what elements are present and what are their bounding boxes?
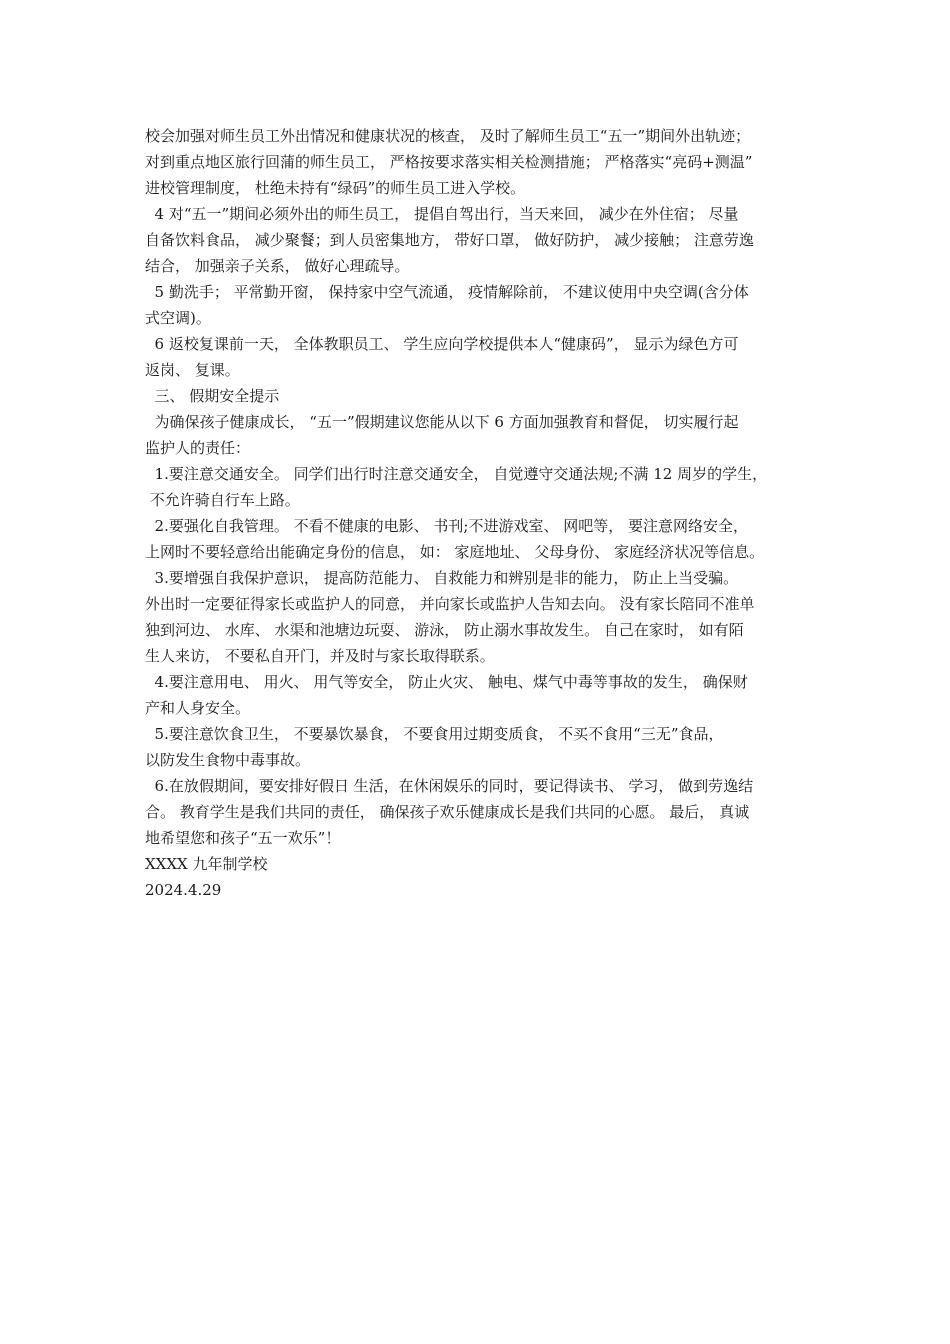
text-line: 合。 教育学生是我们共同的责任， 确保孩子欢乐健康成长是我们共同的心愿。 最后， 真诚 [145, 803, 750, 821]
text-line: 上网时不要轻意给出能确定身份的信息， 如： 家庭地址、 父母身份、 家庭经济状况等信息。 [145, 543, 765, 561]
text-line: 4 对“五一”期间必须外出的师生员工， 提倡自驾出行，当天来回， 减少在外住宿； 尽量 [145, 205, 739, 223]
text-line: 6.在放假期间，要安排好假日 生活，在休闲娱乐的同时，要记得读书、 学习， 做到劳逸结 [145, 777, 754, 795]
text-line: 5.要注意饮食卫生， 不要暴饮暴食， 不要食用过期变质食， 不买不食用“三无”食品， [145, 725, 724, 743]
text-line: 4.要注意用电、 用火、 用气等安全， 防止火灾、 触电、煤气中毒等事故的发生， 确保财 [145, 673, 748, 691]
signature-school: XXXX 九年制学校 [145, 855, 268, 873]
text-line: 生人来访， 不要私自开门，并及时与家长取得联系。 [145, 647, 495, 665]
text-line: 1.要注意交通安全。 同学们出行时注意交通安全， 自觉遵守交通法规;不满 12 周岁的学生， [145, 465, 768, 483]
text-line: 自备饮料食品， 减少聚餐；到人员密集地方， 带好口罩， 做好防护， 减少接触； 注意劳逸 [145, 231, 754, 249]
text-line: 独到河边、 水库、 水渠和池塘边玩耍、 游泳， 防止溺水事故发生。 自己在家时， 如有陌 [145, 621, 744, 639]
text-line: 监护人的责任： [145, 439, 251, 457]
text-line: 结合， 加强亲子关系， 做好心理疏导。 [145, 257, 410, 275]
text-line: 3.要增强自我保护意识， 提高防范能力、 自救能力和辨别是非的能力， 防止上当受骗。 [145, 569, 739, 587]
text-line: 式空调)。 [145, 309, 211, 327]
signature-date: 2024.4.29 [145, 881, 222, 899]
text-line: 地希望您和孩子“五一欢乐”！ [145, 829, 341, 847]
text-line: 6 返校复课前一天， 全体教职员工、 学生应向学校提供本人“健康码”， 显示为绿色方可 [145, 335, 739, 353]
text-line: 为确保孩子健康成长， “五一”假期建议您能从以下 6 方面加强教育和督促， 切实履行起 [145, 413, 739, 431]
text-line: 产和人身安全。 [145, 699, 251, 717]
text-line: 不允许骑自行车上路。 [145, 491, 300, 509]
text-line: 外出时一定要征得家长或监护人的同意， 并向家长或监护人告知去向。 没有家长陪同不准单 [145, 595, 755, 613]
text-line: 返岗、 复课。 [145, 361, 240, 379]
text-line: 以防发生食物中毒事故。 [145, 751, 311, 769]
section-heading: 三、 假期安全提示 [145, 387, 280, 405]
text-line: 5 勤洗手； 平常勤开窗， 保持家中空气流通， 疫情解除前， 不建议使用中央空调(含分体 [145, 283, 749, 301]
text-line: 校会加强对师生员工外出情况和健康状况的核查， 及时了解师生员工“五一”期间外出轨迹； [145, 127, 751, 145]
text-line: 对到重点地区旅行回蒲的师生员工， 严格按要求落实相关检测措施； 严格落实“亮码+测温” [145, 153, 753, 171]
text-line: 2.要强化自我管理。 不看不健康的电影、 书刊;不进游戏室、 网吧等， 要注意网络安全， [145, 517, 748, 535]
text-line: 进校管理制度， 杜绝未持有“绿码”的师生员工进入学校。 [145, 179, 526, 197]
